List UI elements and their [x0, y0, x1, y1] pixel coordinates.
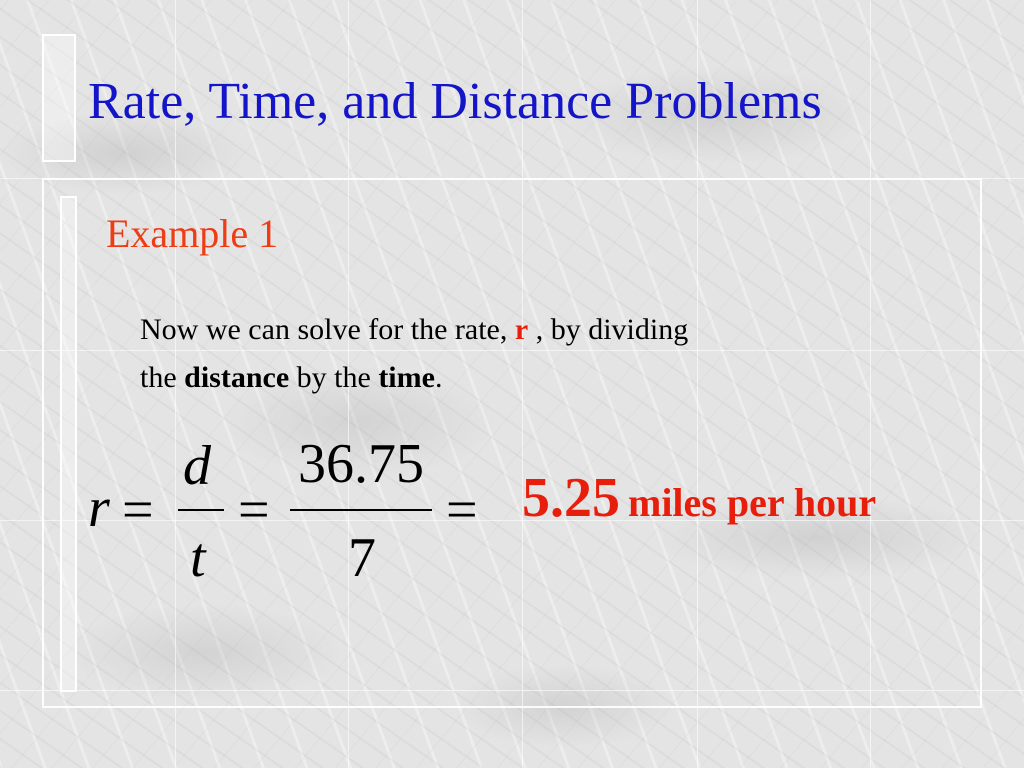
fraction-1-denominator: t: [190, 527, 206, 589]
body-text: Now we can solve for the rate,: [140, 313, 508, 346]
equals-sign: =: [122, 479, 154, 541]
fraction-1-numerator: d: [183, 435, 211, 497]
rate-answer: [522, 466, 876, 530]
content-accent-bar: [60, 196, 77, 692]
variable-r: r: [514, 313, 529, 346]
equals-sign: =: [446, 479, 478, 541]
slide-title: Rate, Time, and Distance Problems: [88, 73, 822, 130]
fraction-2-numerator: 36.75: [298, 433, 424, 495]
body-text: , by dividing: [535, 313, 689, 346]
body-text: by the: [296, 361, 371, 394]
fraction-2-denominator: 7: [348, 527, 376, 589]
term-time: time: [378, 361, 435, 394]
body-text: .: [434, 361, 443, 394]
answer-value: 5.25: [522, 467, 620, 529]
slide-subtitle: Example 1: [106, 211, 279, 256]
answer-unit: miles per hour: [628, 480, 877, 525]
equals-sign: =: [238, 479, 270, 541]
fraction-1-bar: [178, 509, 224, 511]
equation-lhs: r: [88, 477, 110, 539]
body-paragraph: [140, 306, 900, 402]
fraction-2-bar: [290, 509, 432, 511]
title-accent-bar: [42, 34, 76, 162]
term-distance: distance: [184, 361, 290, 394]
body-text: the: [140, 361, 177, 394]
